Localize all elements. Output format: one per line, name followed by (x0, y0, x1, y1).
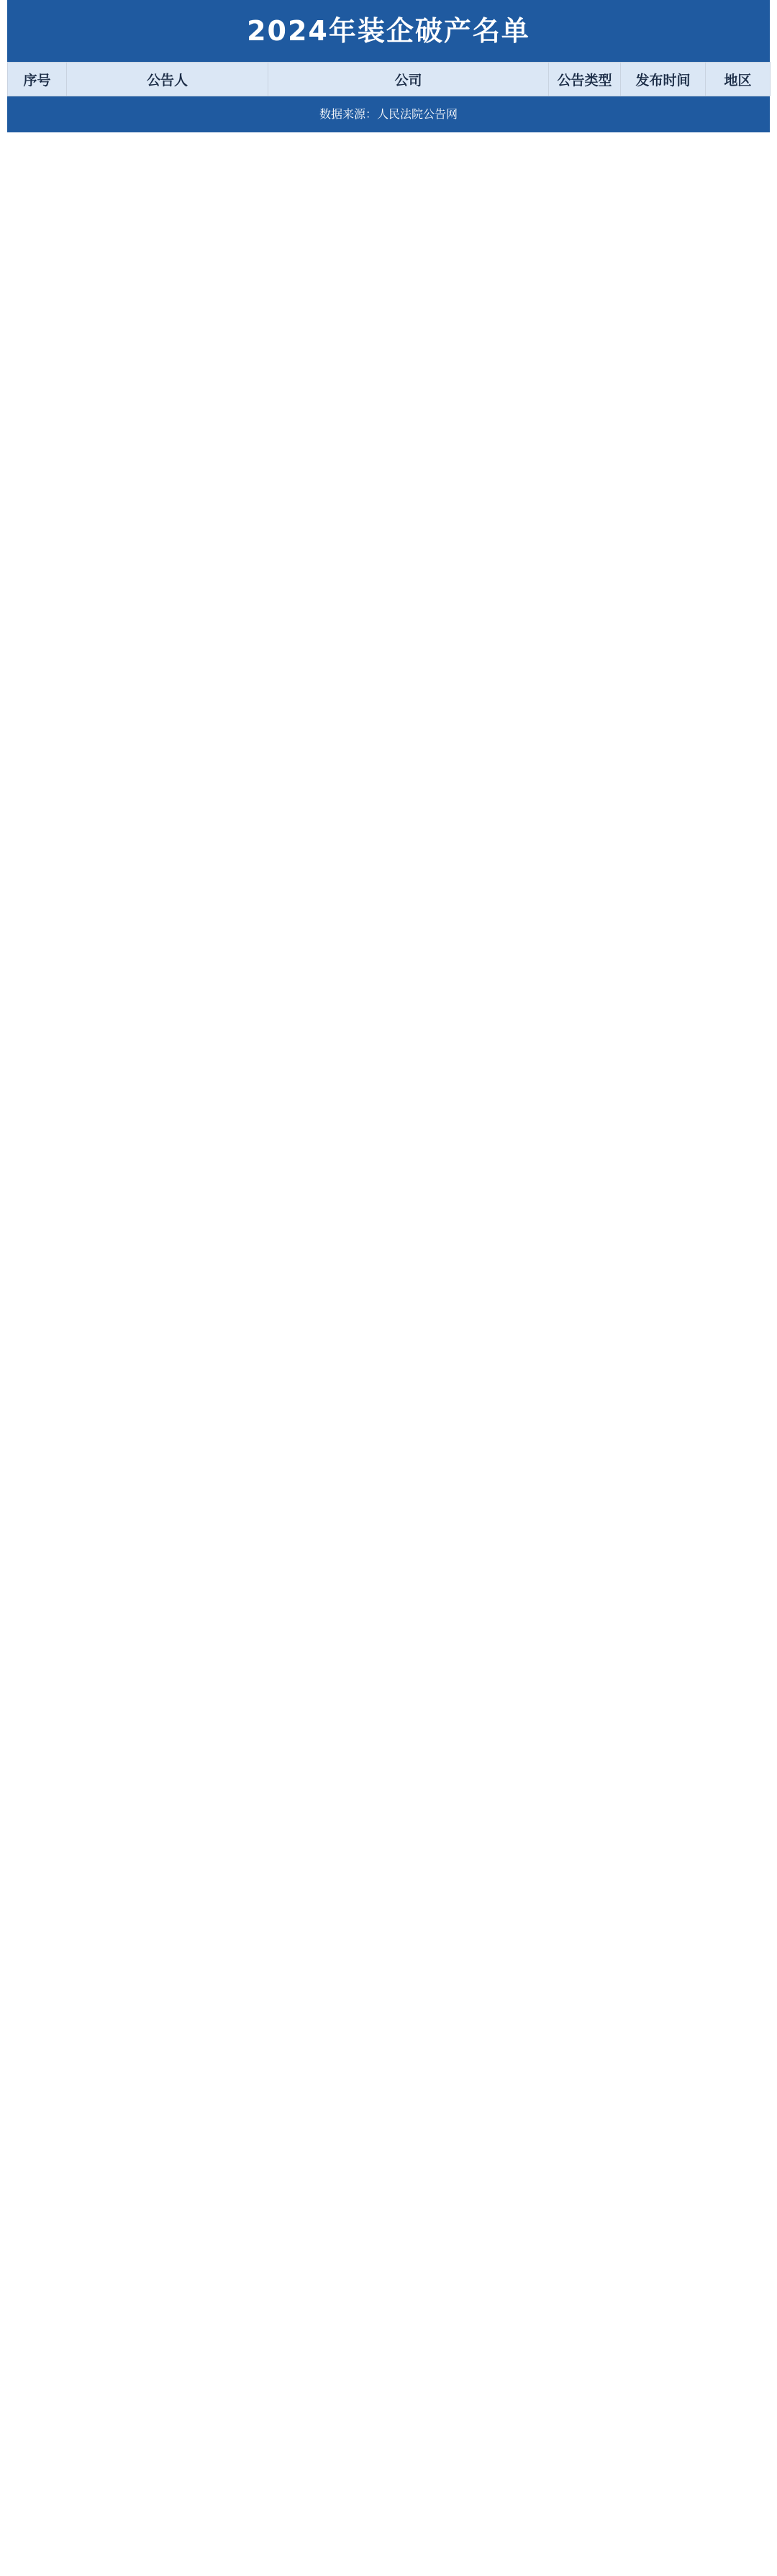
header-region: 地区 (706, 63, 771, 96)
header-type: 公告类型 (549, 63, 621, 96)
header-index: 序号 (8, 63, 67, 96)
header-company: 公司 (268, 63, 549, 96)
source-note: 数据来源：人民法院公告网 (7, 96, 770, 132)
header-announcer: 公告人 (67, 63, 268, 96)
header-date: 发布时间 (621, 63, 706, 96)
bankruptcy-table (7, 62, 771, 96)
page-title: 2024年装企破产名单 (7, 0, 770, 62)
table-header (8, 63, 771, 96)
